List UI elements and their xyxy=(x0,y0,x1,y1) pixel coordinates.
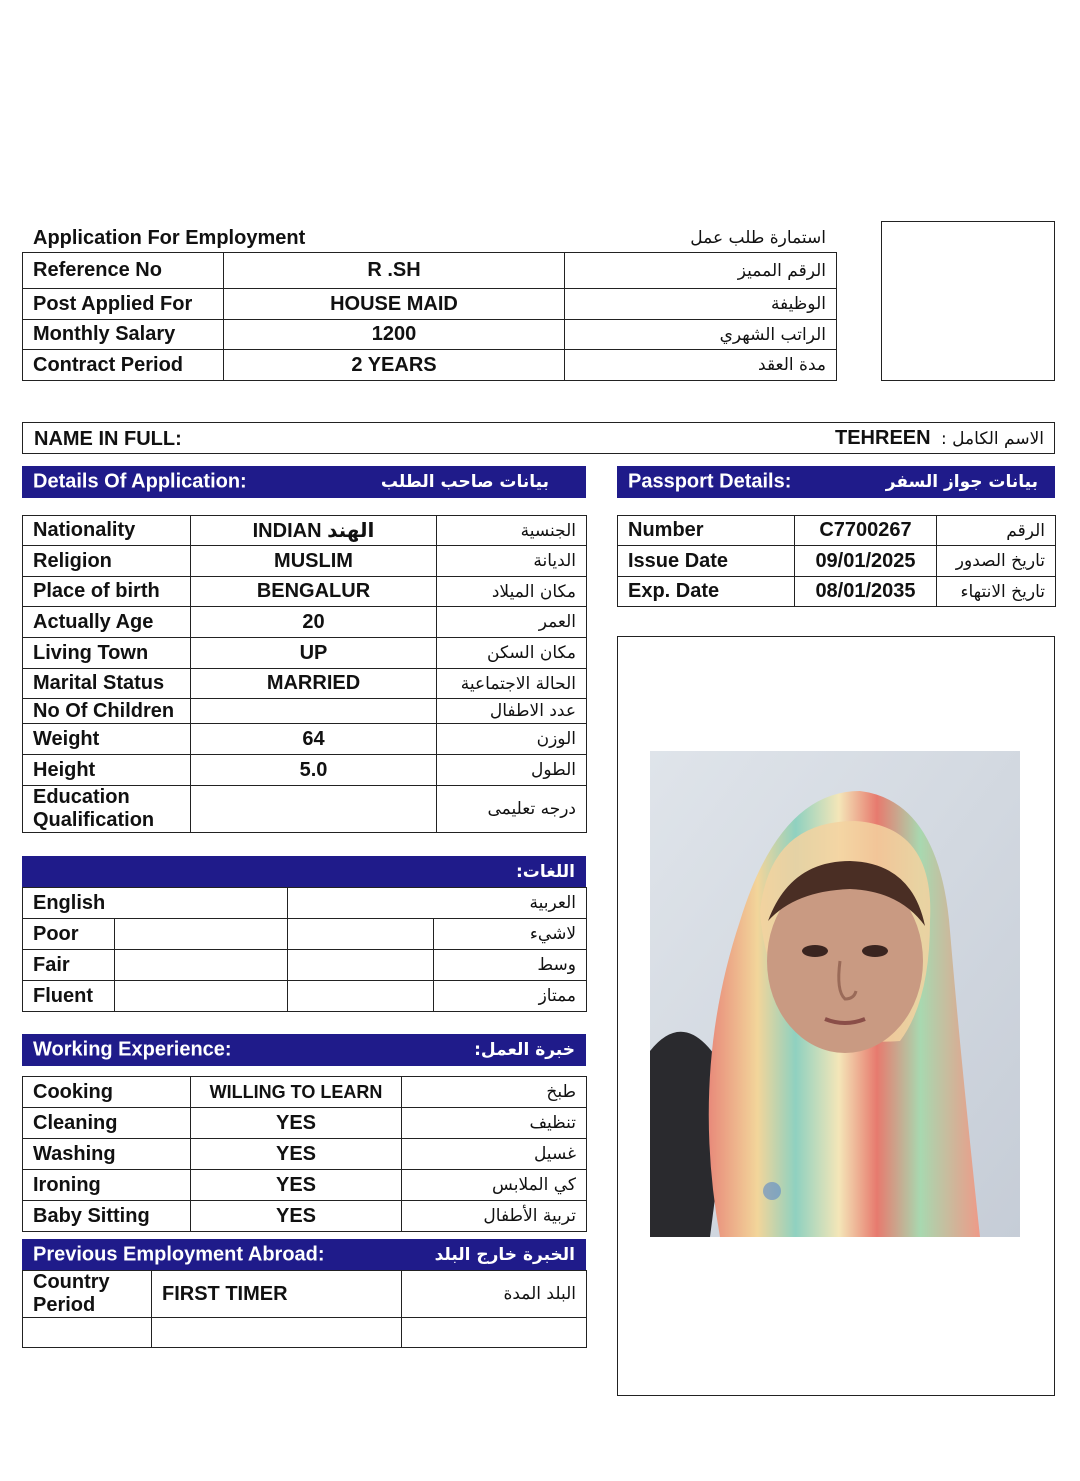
babysitting-value: YES xyxy=(191,1201,402,1232)
previous-table xyxy=(22,1270,587,1348)
label: Religion xyxy=(23,546,191,577)
label-ar: الحالة الاجتماعية xyxy=(437,669,587,699)
table-row xyxy=(23,1271,587,1318)
header-row-contract xyxy=(23,350,837,381)
applicant-photo-illustration xyxy=(650,751,1020,1237)
experience-heading-ar: خبرة العمل: xyxy=(474,1040,575,1060)
label: Ironing xyxy=(23,1170,191,1201)
label-ar: عدد الاطفال xyxy=(437,699,587,724)
languages-table xyxy=(22,887,587,1012)
languages-heading xyxy=(22,856,586,888)
table-row xyxy=(23,699,587,724)
form-title: Application For Employment xyxy=(33,227,306,249)
previous-heading-ar: الخبرة خارج البلد xyxy=(434,1245,575,1265)
label-ar: كي الملابس xyxy=(402,1170,587,1201)
arabic-label: العربية xyxy=(288,888,587,919)
exp-date: 08/01/2035 xyxy=(795,577,937,607)
header-table xyxy=(22,252,837,381)
header-row-post xyxy=(23,289,837,320)
label-ar: تاريخ الصدور xyxy=(937,546,1056,577)
label: Weight xyxy=(23,724,191,755)
label-ar: مكان السكن xyxy=(437,638,587,669)
table-row xyxy=(23,577,587,607)
label-ar: لاشيء xyxy=(434,919,587,950)
details-heading xyxy=(22,466,586,498)
table-row xyxy=(23,669,587,699)
english-fluent-cell xyxy=(115,981,288,1012)
label: Fluent xyxy=(23,981,115,1012)
label: Reference No xyxy=(23,253,224,289)
label-ar: تربية الأطفال xyxy=(402,1201,587,1232)
empty-cell xyxy=(23,1318,152,1348)
salary-value: 1200 xyxy=(224,320,565,350)
previous-heading xyxy=(22,1239,586,1271)
empty-cell xyxy=(402,1318,587,1348)
cleaning-value: YES xyxy=(191,1108,402,1139)
experience-table xyxy=(22,1076,587,1232)
country-label: Country xyxy=(33,1271,110,1293)
label-ar: الرقم المميز xyxy=(565,253,837,289)
table-row xyxy=(23,516,587,546)
label-ar: تاريخ الانتهاء xyxy=(937,577,1056,607)
passport-heading-ar: بيانات جواز السفر xyxy=(885,472,1038,492)
table-row xyxy=(23,638,587,669)
details-heading-ar: بيانات صاحب الطلب xyxy=(380,472,549,492)
label: Fair xyxy=(23,950,115,981)
experience-heading xyxy=(22,1034,586,1066)
ironing-value: YES xyxy=(191,1170,402,1201)
label: Nationality xyxy=(23,516,191,546)
label-ar: الطول xyxy=(437,755,587,786)
table-row xyxy=(23,755,587,786)
washing-value: YES xyxy=(191,1139,402,1170)
empty-cell xyxy=(152,1318,402,1348)
table-row xyxy=(23,1108,587,1139)
header-row-reference xyxy=(23,253,837,289)
form-title-ar: استمارة طلب عمل xyxy=(690,228,826,248)
table-row xyxy=(23,1318,587,1348)
passport-table xyxy=(617,515,1056,607)
label: Washing xyxy=(23,1139,191,1170)
english-poor-cell xyxy=(115,919,288,950)
label-ar: الرقم xyxy=(937,516,1056,546)
label: Post Applied For xyxy=(23,289,224,320)
name-label: NAME IN FULL: xyxy=(34,428,182,450)
label: Place of birth xyxy=(23,577,191,607)
label-ar: البلد المدة xyxy=(402,1271,587,1318)
header-row-salary xyxy=(23,320,837,350)
passport-heading-en: Passport Details: xyxy=(628,470,792,493)
period-label: Period xyxy=(33,1294,96,1316)
table-row xyxy=(618,516,1056,546)
label-ar: مكان الميلاد xyxy=(437,577,587,607)
label: Monthly Salary xyxy=(23,320,224,350)
children-value xyxy=(191,699,437,724)
table-row xyxy=(23,919,587,950)
applicant-photo xyxy=(650,751,1020,1237)
label: Actually Age xyxy=(23,607,191,638)
label-ar: الوزن xyxy=(437,724,587,755)
country-period-label xyxy=(23,1271,152,1318)
height-value: 5.0 xyxy=(191,755,437,786)
label: Living Town xyxy=(23,638,191,669)
nationality-value: INDIAN الهند xyxy=(191,516,437,546)
table-row xyxy=(618,546,1056,577)
label: Exp. Date xyxy=(618,577,795,607)
table-row xyxy=(23,724,587,755)
reference-value: R .SH xyxy=(224,253,565,289)
age-value: 20 xyxy=(191,607,437,638)
label-ar: الديانة xyxy=(437,546,587,577)
label: Height xyxy=(23,755,191,786)
label: No Of Children xyxy=(23,699,191,724)
table-row xyxy=(23,888,587,919)
table-row xyxy=(23,546,587,577)
label: Baby Sitting xyxy=(23,1201,191,1232)
name-label-ar: الاسم الكامل : xyxy=(941,429,1044,449)
label-ar: وسط xyxy=(434,950,587,981)
languages-heading-ar: اللغات: xyxy=(515,862,575,882)
label: Number xyxy=(618,516,795,546)
table-row xyxy=(23,950,587,981)
education-value xyxy=(191,786,437,833)
table-row xyxy=(23,786,587,833)
english-fair-cell xyxy=(115,950,288,981)
table-row xyxy=(23,1139,587,1170)
religion-value: MUSLIM xyxy=(191,546,437,577)
label-ar: الراتب الشهري xyxy=(565,320,837,350)
label-ar: العمر xyxy=(437,607,587,638)
table-row xyxy=(23,1077,587,1108)
label-ar: مدة العقد xyxy=(565,350,837,381)
name-value-group xyxy=(835,428,1044,449)
birthplace-value: BENGALUR xyxy=(191,577,437,607)
contract-value: 2 YEARS xyxy=(224,350,565,381)
weight-value: 64 xyxy=(191,724,437,755)
label-ar: الوظيفة xyxy=(565,289,837,320)
label: Marital Status xyxy=(23,669,191,699)
experience-heading-en: Working Experience: xyxy=(33,1038,232,1061)
table-row xyxy=(23,1170,587,1201)
label: Issue Date xyxy=(618,546,795,577)
table-row xyxy=(23,1201,587,1232)
issue-date: 09/01/2025 xyxy=(795,546,937,577)
previous-heading-en: Previous Employment Abroad: xyxy=(33,1243,325,1266)
label-ar: ممتاز xyxy=(434,981,587,1012)
label-ar: طبخ xyxy=(402,1077,587,1108)
label: Education Qualification xyxy=(23,786,191,833)
passport-number: C7700267 xyxy=(795,516,937,546)
marital-value: MARRIED xyxy=(191,669,437,699)
name-value: TEHREEN xyxy=(835,427,931,449)
label: Cooking xyxy=(23,1077,191,1108)
label-ar: درجه تعليمى xyxy=(437,786,587,833)
town-value: UP xyxy=(191,638,437,669)
table-row xyxy=(23,981,587,1012)
label-ar: غسيل xyxy=(402,1139,587,1170)
details-heading-en: Details Of Application: xyxy=(33,470,247,493)
english-label: English xyxy=(23,888,288,919)
table-row xyxy=(23,607,587,638)
label: Contract Period xyxy=(23,350,224,381)
label-ar: تنظيف xyxy=(402,1108,587,1139)
label: Poor xyxy=(23,919,115,950)
stamp-box xyxy=(881,221,1055,381)
details-table xyxy=(22,515,587,833)
passport-heading xyxy=(617,466,1055,498)
arabic-fair-cell xyxy=(288,950,434,981)
label-ar: الجنسية xyxy=(437,516,587,546)
label: Cleaning xyxy=(23,1108,191,1139)
arabic-fluent-cell xyxy=(288,981,434,1012)
name-row xyxy=(22,422,1055,454)
table-row xyxy=(618,577,1056,607)
cooking-value: WILLING TO LEARN xyxy=(191,1077,402,1108)
previous-value: FIRST TIMER xyxy=(152,1271,402,1318)
arabic-poor-cell xyxy=(288,919,434,950)
post-value: HOUSE MAID xyxy=(224,289,565,320)
